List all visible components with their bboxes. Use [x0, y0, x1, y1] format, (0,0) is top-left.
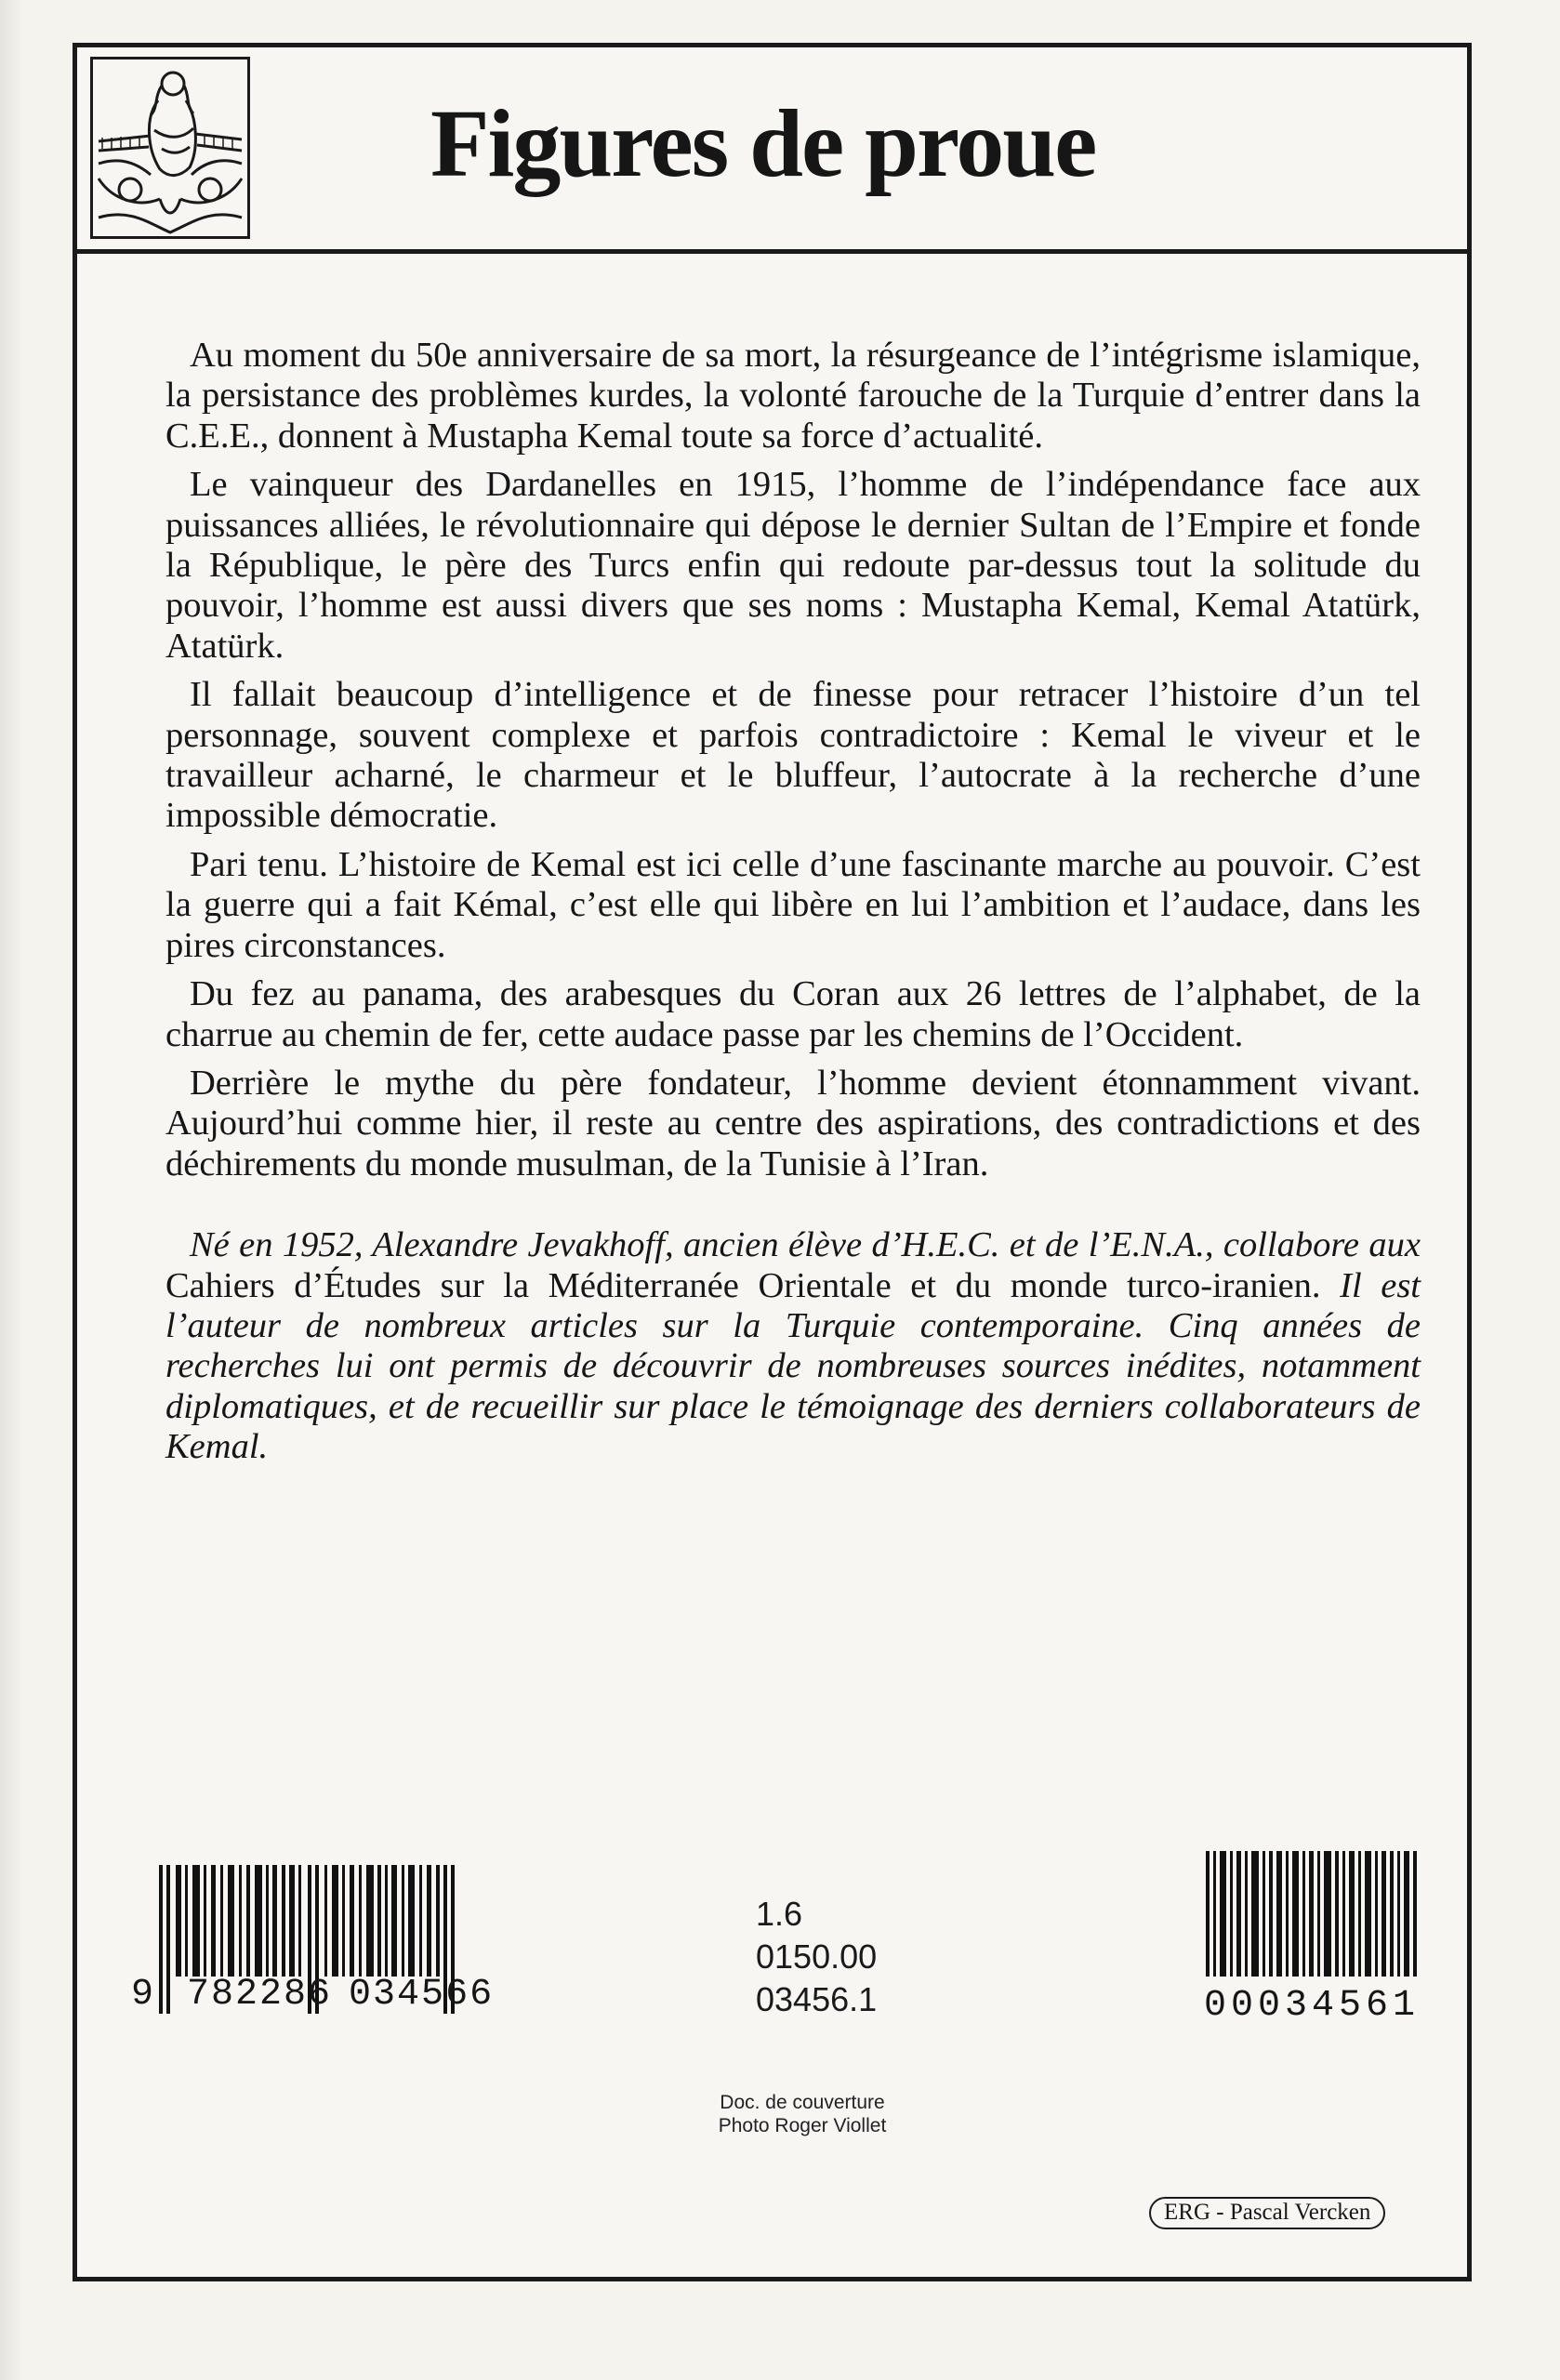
- blurb-paragraph: Il fallait beaucoup d’intelligence et de finesse pour retracer l’histoire d’un tel personnage, souvent complexe et parfois contradictoire : Kemal le viveur et le travailleur acharné, le charmeur et le bluffeur, l’autocrate à la recherche d’une impossible démocratie.: [165, 675, 1421, 836]
- price-codes: [756, 1893, 877, 2021]
- author-bio-journal: Cahiers d’Études sur la Méditerranée Orientale et du monde turco-iranien.: [165, 1265, 1341, 1305]
- figurehead-icon: [90, 57, 250, 239]
- isbn-barcode: [131, 1865, 512, 2014]
- series-header: [77, 47, 1467, 254]
- isbn-lead-digit: 9: [131, 1974, 156, 2016]
- author-bio-intro: Né en 1952, Alexandre Jevakhoff, ancien élève d’H.E.C. et de l’E.N.A., collabore aux: [190, 1225, 1421, 1265]
- code-line: 03456.1: [756, 1980, 878, 2018]
- author-bio: [165, 1225, 1421, 1467]
- back-cover-frame: [73, 43, 1472, 2281]
- isbn-group-2: 034566: [349, 1974, 495, 2016]
- isbn-number: [131, 1974, 495, 2016]
- blurb-paragraph: Derrière le mythe du père fondateur, l’homme devient étonnamment vivant. Aujourd’hui comme hier, il reste au centre des aspirations, des contradictions et des déchirements du monde musulman, de la Tunisie à l’Iran.: [165, 1063, 1421, 1183]
- cover-photo-credit: [686, 2091, 919, 2137]
- code-line: 0150.00: [756, 1937, 878, 1976]
- reference-barcode: [1204, 1851, 1422, 2025]
- blurb-paragraph: Du fez au panama, des arabesques du Coran aux 26 lettres de l’alphabet, de la charrue au chemin de fer, cette audace passe par les chemins de l’Occident.: [165, 974, 1421, 1054]
- blurb: [165, 336, 1421, 1503]
- cover-edge: [0, 0, 22, 2380]
- blurb-paragraph: Pari tenu. L’histoire de Kemal est ici celle d’une fascinante marche au pouvoir. C’est la guerre qui a fait Kémal, c’est elle qui libère en lui l’ambition et l’audace, dans les pires circonstances.: [165, 844, 1421, 965]
- blurb-paragraph: Le vainqueur des Dardanelles en 1915, l’homme de l’indépendance face aux puissances alliées, le révolutionnaire qui dépose le dernier Sultan de l’Empire et fonde la République, le père des Turcs enfin qui redoute par-dessus tout la solitude du pouvoir, l’homme est aussi divers que ses noms : Mustapha Kemal, Kemal Atatürk, Atatürk.: [165, 465, 1421, 666]
- publisher-credit: ERG - Pascal Vercken: [1149, 2197, 1385, 2229]
- reference-number: 00034561: [1204, 1985, 1421, 2027]
- blurb-paragraph: Au moment du 50e anniversaire de sa mort, la résurgeance de l’intégrisme islamique, la persistance des problèmes kurdes, la volonté farouche de la Turquie d’entrer dans la C.E.E., donnent à Mustapha Kemal toute sa force d’actualité.: [165, 336, 1421, 456]
- author-bio-details: Il est l’auteur de nombreux articles sur la Turquie contemporaine. Cinq années de recherches lui ont permis de découvrir de nombreuses sources inédites, notamment diplomatiques, et de recueillir sur place le témoignage des derniers collaborateurs de Kemal.: [165, 1265, 1421, 1467]
- code-line: 1.6: [756, 1895, 803, 1933]
- series-title: Figures de proue: [430, 90, 1096, 197]
- isbn-group-1: 782286: [187, 1974, 333, 2016]
- credit-line: Photo Roger Viollet: [718, 2115, 887, 2136]
- credit-line: Doc. de couverture: [720, 2092, 885, 2113]
